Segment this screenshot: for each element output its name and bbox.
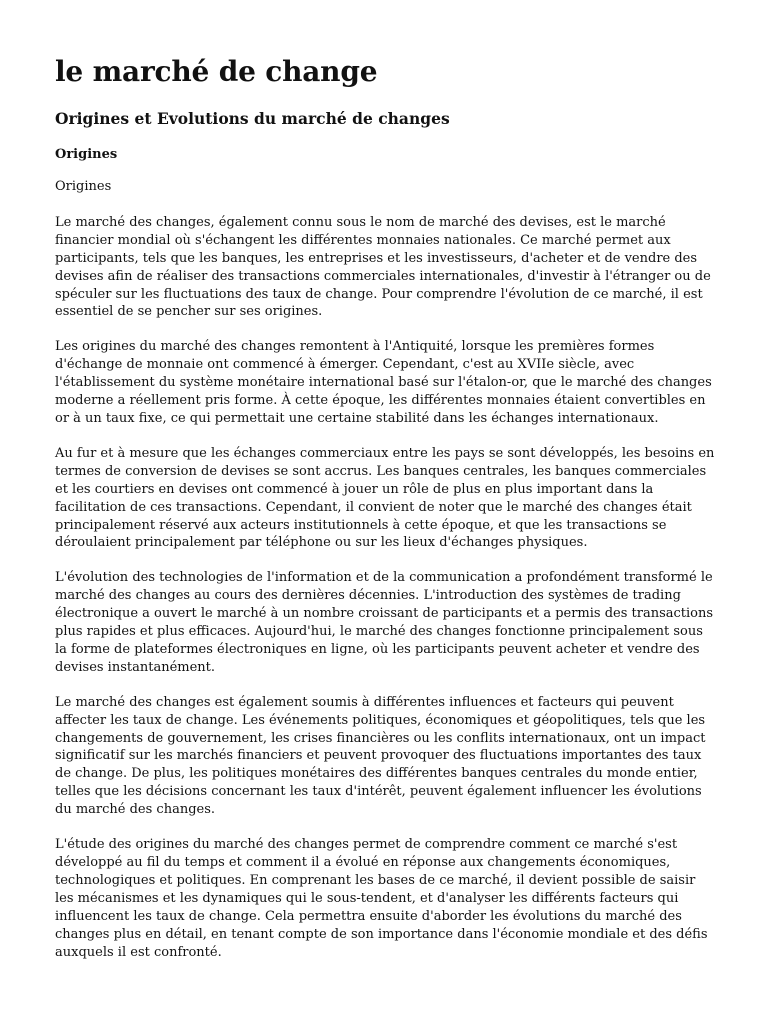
paragraph: L'évolution des technologies de l'information et de la communication a profondément transformé le marché des changes au cours des dernières décennies. L'introduction des systèmes de trading électronique a ouvert le marché à un nombre croissant de participants et a permis des transactions plus rapides et plus efficaces. Aujourd'hui, le marché des changes fonctionne principalement sous la forme de plateformes électroniques en ligne, où les participants peuvent acheter et vendre des devises instantanément.: [55, 570, 714, 675]
subsection-label: Origines: [55, 179, 112, 194]
section-heading: Origines et Evolutions du marché de changes: [55, 109, 450, 128]
subsection-heading: Origines: [55, 147, 118, 162]
paragraph: Au fur et à mesure que les échanges commerciaux entre les pays se sont développés, les besoins en termes de conversion de devises se sont accrus. Les banques centrales, les banques commerciales et les courtiers en devises ont commencé à jouer un rôle de plus en plus important dans la facilitation de ces transactions. Cependant, il convient de noter que le marché des changes était principalement réservé aux acteurs institutionnels à cette époque, et que les transactions se déroulaient principalement par téléphone ou sur les lieux d'échanges physiques.: [55, 445, 715, 551]
document-page: [55, 52, 715, 961]
paragraph: L'étude des origines du marché des changes permet de comprendre comment ce marché s'est développé au fil du temps et comment il a évolué en réponse aux changements économiques, technologiques et politiques. En comprenant les bases de ce marché, il devient possible de saisir les mécanismes et les dynamiques qui le sous-tendent, et d'analyser les différents facteurs qui influencent les taux de change. Cela permettra ensuite d'aborder les évolutions du marché des changes plus en détail, en tenant compte de son importance dans l'économie mondiale et des défis auxquels il est confronté.: [55, 837, 708, 960]
paragraph: Le marché des changes, également connu sous le nom de marché des devises, est le marché financier mondial où s'échangent les différentes monnaies nationales. Ce marché permet aux participants, tels que les banques, les entreprises et les investisseurs, d'acheter et de vendre des devises afin de réaliser des transactions commerciales internationales, d'investir à l'étranger ou de spéculer sur les fluctuations des taux de change. Pour comprendre l'évolution de ce marché, il est essentiel de se pencher sur ses origines.: [55, 214, 711, 320]
paragraph: Les origines du marché des changes remontent à l'Antiquité, lorsque les premières formes d'échange de monnaie ont commencé à émerger. Cependant, c'est au XVIIe siècle, avec l'établissement du système monétaire international basé sur l'étalon-or, que le marché des changes moderne a réellement pris forme. À cette époque, les différentes monnaies étaient convertibles en or à un taux fixe, ce qui permettait une certaine stabilité dans les échanges internationaux.: [55, 339, 712, 426]
document-title: le marché de change: [55, 55, 378, 88]
paragraph: Le marché des changes est également soumis à différentes influences et facteurs qui peuvent affecter les taux de change. Les événements politiques, économiques et géopolitiques, tels que les changements de gouvernement, les crises financières ou les conflits internationaux, ont un impact significatif sur les marchés financiers et peuvent provoquer des fluctuations importantes des taux de change. De plus, les politiques monétaires des différentes banques centrales du monde entier, telles que les décisions concernant les taux d'intérêt, peuvent également influencer les évolutions du marché des changes.: [55, 694, 706, 818]
